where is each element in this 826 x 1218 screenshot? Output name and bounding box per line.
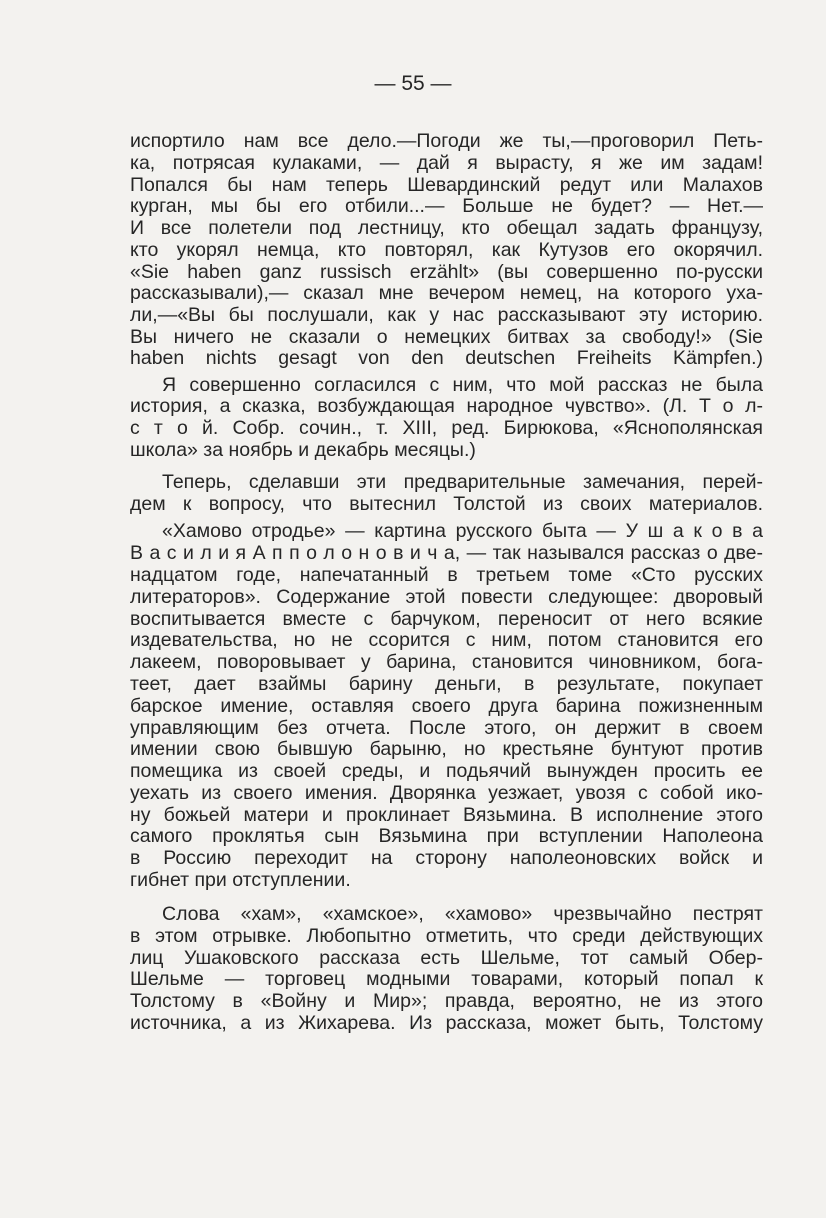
text-line: в этом отрывке. Любопытно отметить, что среди действующих [130,925,763,947]
text-line: помещика из своей среды, и подьячий вынужден просить ее [130,760,763,782]
text-line: haben nichts gesagt von den deutschen Freiheits Kämpfen.) [130,347,763,369]
text-line: В а с и л и я А п п о л о н о в и ч а, — так назывался рассказ о две- [130,542,763,564]
text-line: литераторов». Содержание этой повести следующее: дворовый [130,586,763,608]
text-line: самого проклятья сын Вязьмина при вступлении Наполеона [130,825,763,847]
text-line: управляющим без отчета. После этого, он держит в своем [130,717,763,739]
text-line: ли,—«Вы бы послушали, как у нас рассказывают эту историю. [130,304,763,326]
text-line: ну божьей матери и проклинает Вязьмина. В исполнение этого [130,804,763,826]
text-line: лиц Ушаковского рассказа есть Шельме, тот самый Обер- [130,947,763,969]
text-line: Шельме — торговец модными товарами, который попал к [130,968,763,990]
text-line: курган, мы бы его отбили...— Больше не будет? — Нет.— [130,195,763,217]
text-line: Я совершенно согласился с ним, что мой рассказ не была [162,374,763,396]
text-line: источника, а из Жихарева. Из рассказа, может быть, Толстому [130,1012,763,1034]
text-line: ка, потрясая кулаками, — дай я вырасту, я же им задам! [130,152,763,174]
text-line: И все полетели под лестницу, кто обещал задать французу, [130,217,763,239]
text-line: гибнет при отступлении. [130,869,351,891]
text-line: имении свою бывшую барыню, но крестьяне бунтуют против [130,738,763,760]
text-line: Попался бы нам теперь Шевардинский редут или Малахов [130,174,763,196]
text-line: испортило нам все дело.—Погоди же ты,—проговорил Петь- [130,130,763,152]
text-line: надцатом годе, напечатанный в третьем томе «Сто русских [130,564,763,586]
text-line: история, а сказка, возбуждающая народное чувство». (Л. Т о л- [130,395,763,417]
text-line: Теперь, сделавши эти предварительные замечания, перей- [162,471,763,493]
text-line: с т о й. Собр. сочин., т. XIII, ред. Бирюкова, «Яснополянская [130,417,763,439]
text-line: теет, дает взаймы барину деньги, в результате, покупает [130,673,763,695]
text-line: лакеем, поворовывает у барина, становится чиновником, бога- [130,651,763,673]
text-line: уехать из своего имения. Дворянка уезжает, увозя с собой ико- [130,782,763,804]
page-number: — 55 — [374,72,452,95]
text-line: дем к вопросу, что вытеснил Толстой из своих материалов. [130,493,763,515]
text-line: Толстому в «Войну и Мир»; правда, вероятно, не из этого [130,990,763,1012]
text-line: воспитывается вместе с барчуком, переносит от него всякие [130,608,763,630]
text-line: в Россию переходит на сторону наполеоновских войск и [130,847,763,869]
text-line: Вы ничего не сказали о немецких битвах за свободу!» (Sie [130,326,763,348]
text-line: издевательства, но не ссорится с ним, потом становится его [130,629,763,651]
text-line: барское имение, оставляя своего друга барина пожизненным [130,695,763,717]
text-line: «Sie haben ganz russisch erzählt» (вы совершенно по-русски [130,261,763,283]
text-line: «Хамово отродье» — картина русского быта — У ш а к о в а [162,520,763,542]
text-line: рассказывали),— сказал мне вечером немец, на которого уха- [130,282,763,304]
text-line: школа» за ноябрь и декабрь месяцы.) [130,439,476,461]
text-line: кто укорял немца, кто повторял, как Кутузов его окорячил. [130,239,763,261]
text-line: Слова «хам», «хамское», «хамово» чрезвычайно пестрят [162,903,763,925]
